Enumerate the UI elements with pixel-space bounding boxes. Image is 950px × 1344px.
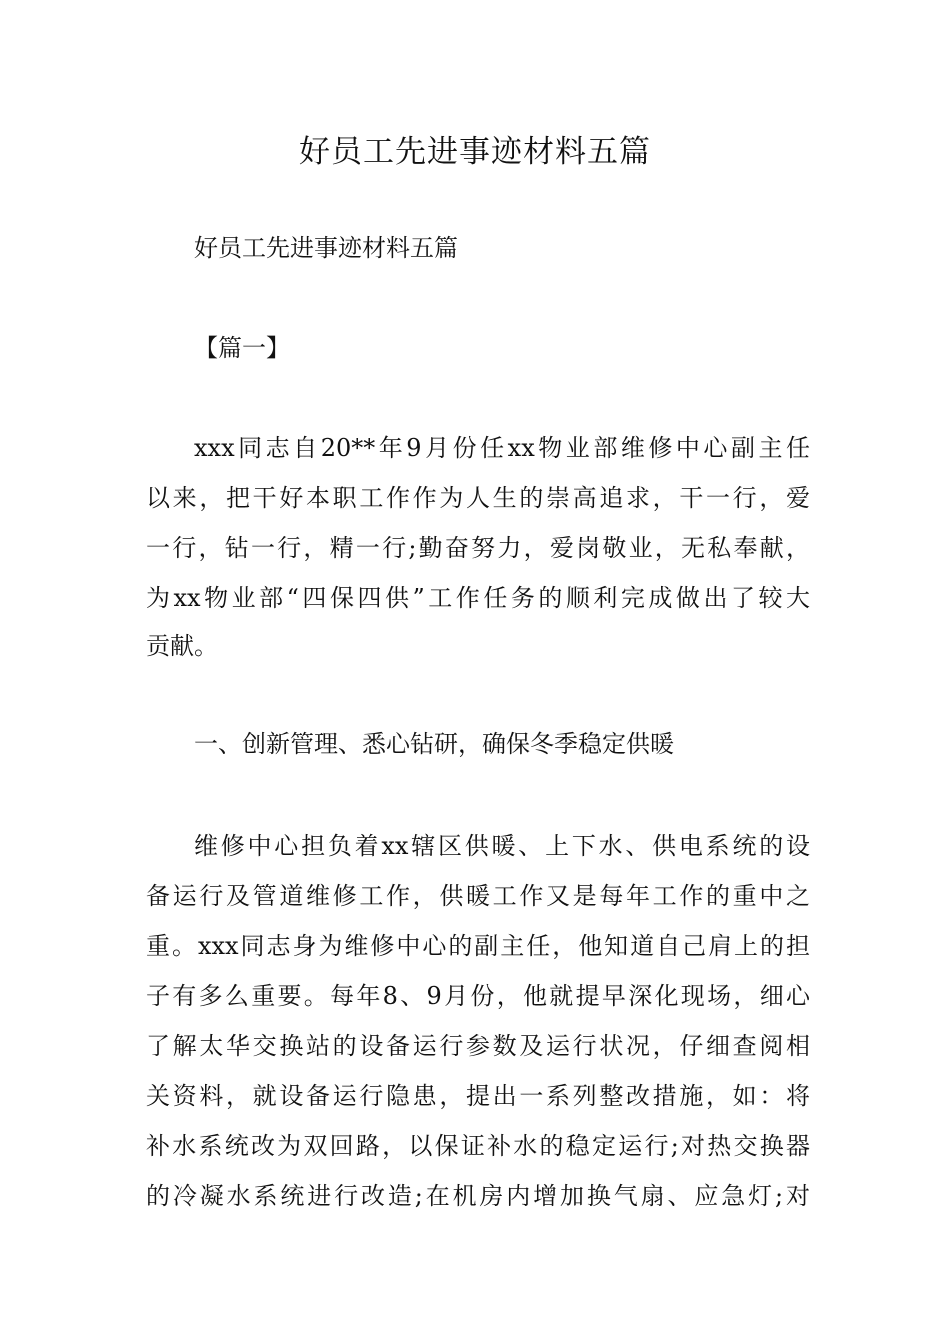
paragraph-line: 子有多么重要。每年8、9月份，他就提早深化现场，细心	[146, 982, 810, 1010]
document-subtitle: 好员工先进事迹材料五篇	[194, 234, 458, 262]
paragraph-line: 为xx物业部“四保四供”工作任务的顺利完成做出了较大	[146, 584, 810, 612]
paragraph-line: 维修中心担负着xx辖区供暖、上下水、供电系统的设	[194, 832, 810, 860]
paragraph-line: 贡献。	[146, 632, 218, 660]
paragraph-line: 以来，把干好本职工作作为人生的崇高追求，干一行，爱	[146, 484, 810, 512]
paragraph-line: 备运行及管道维修工作，供暖工作又是每年工作的重中之	[146, 882, 810, 910]
section-marker: 【篇一】	[194, 334, 290, 362]
paragraph-line: xxx同志自20**年9月份任xx物业部维修中心副主任	[194, 434, 810, 462]
section-heading: 一、创新管理、悉心钻研，确保冬季稳定供暖	[194, 730, 674, 758]
paragraph-line: 补水系统改为双回路，以保证补水的稳定运行;对热交换器	[146, 1132, 810, 1160]
paragraph-line: 一行，钻一行，精一行;勤奋努力，爱岗敬业，无私奉献，	[146, 534, 810, 562]
paragraph-line: 了解太华交换站的设备运行参数及运行状况，仔细查阅相	[146, 1032, 810, 1060]
document-title: 好员工先进事迹材料五篇	[299, 134, 651, 170]
paragraph-line: 重。xxx同志身为维修中心的副主任，他知道自己肩上的担	[146, 932, 810, 960]
paragraph-line: 关资料，就设备运行隐患，提出一系列整改措施，如：将	[146, 1082, 810, 1110]
paragraph-line: 的冷凝水系统进行改造;在机房内增加换气扇、应急灯;对	[146, 1182, 810, 1210]
